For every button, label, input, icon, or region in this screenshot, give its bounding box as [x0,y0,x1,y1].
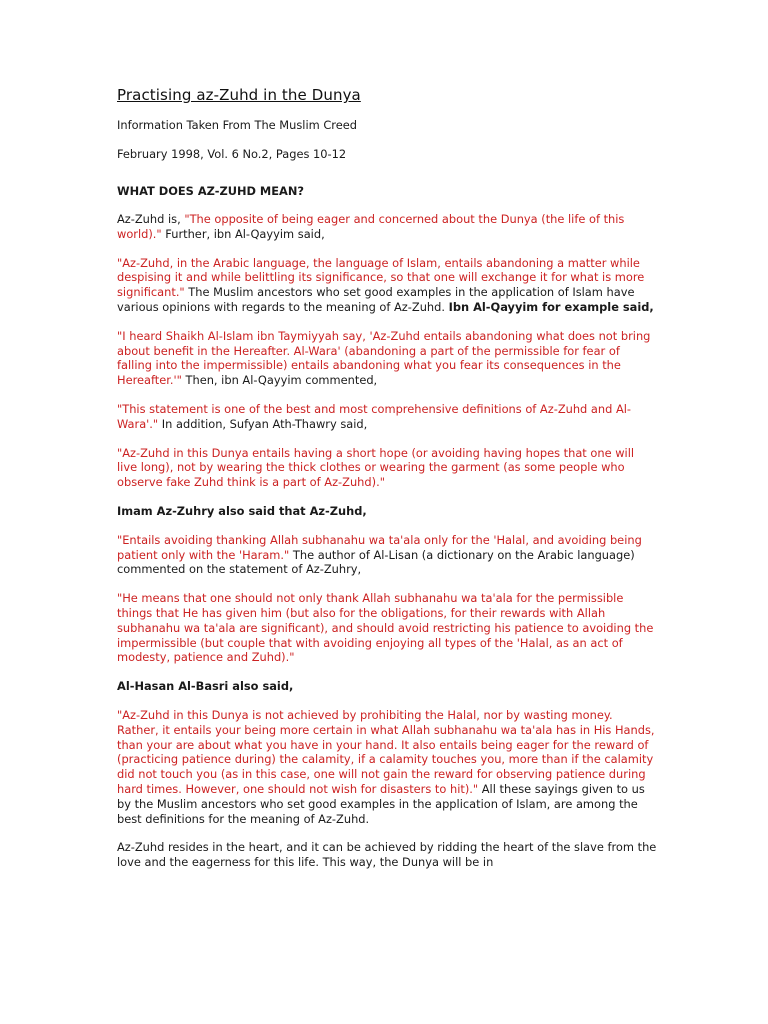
quote-text: "Entails avoiding thanking Allah subhanahu wa ta'ala only for the 'Halal, and avoiding being patient only with the 'Haram." [117,532,642,562]
subheading-paragraph [117,504,657,519]
issue-line: February 1998, Vol. 6 No.2, Pages 10-12 [117,147,347,161]
quote-text: "Az-Zuhd, in the Arabic language, the language of Islam, entails abandoning a matter while despising it and while belittling its significance, so that one will exchange it for what is more significant." [117,255,645,300]
paragraph [117,212,657,242]
source-line: Information Taken From The Muslim Creed [117,118,357,132]
paragraph [117,256,657,315]
paragraph [117,591,657,665]
paragraph [117,329,657,388]
quote-text: "Az-Zuhd in this Dunya entails having a short hope (or avoiding having hopes that one will live long), not by wearing the thick clothes or wearing the garment (as some people who observe fake Zuhd think is a part of Az-Zuhd)." [117,445,635,490]
quote-text: "Az-Zuhd in this Dunya is not achieved by prohibiting the Halal, nor by wasting money. Rather, it entails your being more certain in what Allah subhanahu wa ta'ala has in His Hands, than your are about what you have in your hand. It also entails being eager for the reward of (practicing patience during) the calamity, if a calamity touches you, more than if the calamity did not touch you (as in this case, one will not gain the reward for observing patience during hard times. However, one should not wish for disasters to hit)." [117,707,655,796]
body-text: Az-Zuhd resides in the heart, and it can be achieved by ridding the heart of the slave from the love and the eagerness for this life. This way, the Dunya will be in [117,840,657,870]
paragraph [117,446,657,490]
bold-text: Ibn Al-Qayyim for example said, [448,299,654,314]
body-text: Then, ibn Al-Qayyim commented, [181,373,378,388]
section-heading: WHAT DOES AZ-ZUHD MEAN? [117,184,304,198]
quote-text: "This statement is one of the best and most comprehensive definitions of Az-Zuhd and Al-Wara'." [117,401,632,431]
quote-text: "I heard Shaikh Al-Islam ibn Taymiyyah say, 'Az-Zuhd entails abandoning what does not bring about benefit in the Hereafter. Al-Wara' (abandoning a part of the permissible for fear of falling into the impermissible) entails abandoning what you fear its consequences in the Hereafter.'" [117,328,651,388]
quote-text: "He means that one should not only thank Allah subhanahu wa ta'ala for the permissible things that He has given him (but also for the obligations, for their rewards with Allah subhanahu wa ta'ala are significant), and should avoid restricting his patience to avoiding the impermissible (but couple that with avoiding enjoying all types of the 'Halal, as an act of modesty, patience and Zuhd)." [117,591,654,665]
paragraph [117,840,657,870]
bold-text: Al-Hasan Al-Basri also said, [117,679,294,694]
body-text: All these sayings given to us by the Muslim ancestors who set good examples in the application of Islam, are among the best definitions for the meaning of Az-Zuhd. [117,781,645,826]
body-text: Az-Zuhd is, [117,212,185,226]
body-text: Further, ibn Al-Qayyim said, [161,226,325,241]
paragraph [117,402,657,432]
bold-text: Imam Az-Zuhry also said that Az-Zuhd, [117,503,367,518]
body-text: The author of Al-Lisan (a dictionary on the Arabic language) commented on the statement of Az-Zuhry, [117,547,635,577]
paragraph [117,708,657,826]
body-text: The Muslim ancestors who set good examples in the application of Islam have various opinions with regards to the meaning of Az-Zuhd. [117,285,635,314]
subheading-paragraph [117,679,657,694]
paragraph [117,533,657,577]
document-page [117,86,657,884]
body-text: In addition, Sufyan Ath-Thawry said, [158,416,368,431]
quote-text: "The opposite of being eager and concerned about the Dunya (the life of this world)." [117,212,625,241]
document-title: Practising az-Zuhd in the Dunya [117,86,361,104]
article-body [117,212,657,870]
